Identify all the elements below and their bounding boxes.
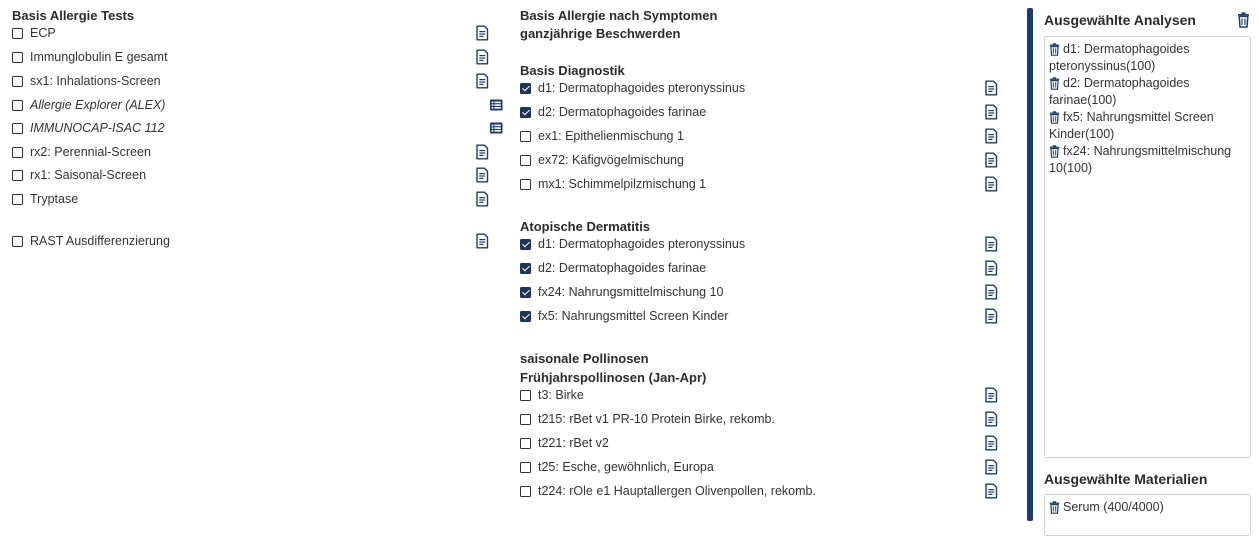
item-label[interactable]: rx1: Saisonal-Screen (30, 168, 147, 182)
checkbox[interactable] (520, 107, 531, 118)
analysis-label-continued: farinae(100) (1049, 93, 1117, 107)
document-icon[interactable] (984, 152, 998, 168)
item-label[interactable]: mx1: Schimmelpilzmischung 1 (538, 177, 707, 191)
selected-analysis-item (1049, 75, 1246, 109)
item-label[interactable]: t221: rBet v2 (538, 436, 609, 450)
list-item (520, 409, 775, 429)
document-icon[interactable] (984, 284, 998, 300)
checkbox[interactable] (520, 414, 531, 425)
checkbox[interactable] (520, 179, 531, 190)
document-icon[interactable] (984, 128, 998, 144)
list-item (520, 258, 706, 278)
middle-subtitle: ganzjährige Beschwerden (520, 26, 681, 41)
analysis-label: fx24: Nahrungsmittelmischung (1063, 144, 1232, 158)
checkbox[interactable] (12, 147, 23, 158)
item-label[interactable]: ECP (30, 26, 56, 40)
trash-icon[interactable] (1049, 75, 1060, 90)
item-label[interactable]: ex1: Epithelienmischung 1 (538, 129, 684, 143)
list-item (12, 95, 165, 115)
checkbox[interactable] (520, 390, 531, 401)
list-item (12, 71, 161, 91)
list-item (12, 142, 151, 162)
selected-analyses-title: Ausgewählte Analysen (1044, 12, 1196, 28)
selected-materials-title: Ausgewählte Materialien (1044, 471, 1208, 487)
document-icon[interactable] (475, 25, 489, 41)
item-label[interactable]: fx24: Nahrungsmittelmischung 10 (538, 285, 724, 299)
list-item (520, 282, 724, 302)
panel-divider (1027, 8, 1033, 521)
list-item (12, 118, 165, 138)
section-title: Atopische Dermatitis (520, 219, 651, 234)
list-item (520, 481, 816, 501)
selected-analyses-box (1044, 36, 1251, 458)
selected-analysis-item (1049, 143, 1246, 177)
list-item (12, 189, 78, 209)
item-label[interactable]: Immunglobulin E gesamt (30, 50, 168, 64)
checkbox[interactable] (12, 194, 23, 205)
checkbox[interactable] (12, 52, 23, 63)
item-label[interactable]: d1: Dermatophagoides pteronyssinus (538, 237, 746, 251)
list-item (12, 231, 170, 251)
list-item (520, 234, 745, 254)
selected-materials-box (1044, 494, 1251, 536)
checkbox[interactable] (12, 236, 23, 247)
document-icon[interactable] (475, 191, 489, 207)
checkbox[interactable] (520, 239, 531, 250)
list-item (520, 174, 706, 194)
trash-all-icon[interactable] (1237, 12, 1250, 28)
trash-icon[interactable] (1049, 499, 1060, 514)
item-label[interactable]: sx1: Inhalations-Screen (30, 74, 161, 88)
document-icon[interactable] (475, 233, 489, 249)
document-icon[interactable] (984, 80, 998, 96)
document-icon[interactable] (984, 435, 998, 451)
analysis-label-continued: Kinder(100) (1049, 127, 1115, 141)
selected-material-item (1049, 499, 1246, 516)
list-item (12, 47, 168, 67)
document-icon[interactable] (984, 459, 998, 475)
document-icon[interactable] (984, 411, 998, 427)
document-icon[interactable] (984, 308, 998, 324)
checkbox[interactable] (520, 438, 531, 449)
document-icon[interactable] (984, 387, 998, 403)
document-icon[interactable] (475, 49, 489, 65)
material-label: Serum (400/4000) (1063, 500, 1164, 514)
document-icon[interactable] (984, 104, 998, 120)
list-item (520, 433, 609, 453)
checkbox[interactable] (12, 170, 23, 181)
list-icon[interactable] (489, 97, 503, 113)
checkbox[interactable] (520, 131, 531, 142)
list-item (520, 306, 728, 326)
list-item (520, 126, 684, 146)
document-icon[interactable] (475, 73, 489, 89)
list-icon[interactable] (489, 120, 503, 136)
item-label[interactable]: t3: Birke (538, 388, 584, 402)
document-icon[interactable] (475, 167, 489, 183)
checkbox[interactable] (520, 486, 531, 497)
section-title: Basis Diagnostik (520, 63, 625, 78)
checkbox[interactable] (520, 462, 531, 473)
checkbox[interactable] (12, 76, 23, 87)
checkbox[interactable] (520, 155, 531, 166)
list-item (520, 150, 684, 170)
item-label[interactable]: d2: Dermatophagoides farinae (538, 105, 707, 119)
document-icon[interactable] (984, 236, 998, 252)
item-label[interactable]: Tryptase (30, 192, 79, 206)
trash-icon[interactable] (1049, 109, 1060, 124)
document-icon[interactable] (984, 176, 998, 192)
analysis-label: d2: Dermatophagoides (1063, 76, 1190, 90)
item-label[interactable]: t215: rBet v1 PR-10 Protein Birke, rekomb. (538, 412, 775, 426)
list-item (12, 165, 146, 185)
list-item (520, 78, 745, 98)
checkbox[interactable] (520, 311, 531, 322)
list-item (520, 102, 706, 122)
item-label[interactable]: ex72: Käfigvögelmischung (538, 153, 684, 167)
item-label[interactable]: RAST Ausdifferenzierung (30, 234, 170, 248)
document-icon[interactable] (475, 144, 489, 160)
checkbox[interactable] (520, 83, 531, 94)
middle-title: Basis Allergie nach Symptomen (520, 8, 718, 23)
item-label[interactable]: t224: rOle e1 Hauptallergen Olivenpollen, rekomb. (538, 484, 816, 498)
checkbox[interactable] (520, 263, 531, 274)
list-item (520, 457, 714, 477)
analysis-label: d1: Dermatophagoides (1063, 42, 1190, 56)
document-icon[interactable] (984, 260, 998, 276)
item-label[interactable]: fx5: Nahrungsmittel Screen Kinder (538, 309, 729, 323)
selected-analysis-item (1049, 109, 1246, 143)
document-icon[interactable] (984, 483, 998, 499)
selected-analysis-item (1049, 41, 1246, 75)
analysis-label: fx5: Nahrungsmittel Screen (1063, 110, 1214, 124)
item-label[interactable]: rx2: Perennial-Screen (30, 145, 151, 159)
section-title: saisonale Pollinosen (520, 351, 649, 366)
checkbox[interactable] (520, 287, 531, 298)
list-item (12, 23, 56, 43)
left-section-title: Basis Allergie Tests (12, 8, 135, 23)
item-label[interactable]: t25: Esche, gewöhnlich, Europa (538, 460, 714, 474)
item-label[interactable]: Allergie Explorer (ALEX) (30, 98, 166, 112)
analysis-label-continued: pteronyssinus(100) (1049, 59, 1156, 73)
trash-icon[interactable] (1049, 41, 1060, 56)
checkbox[interactable] (12, 123, 23, 134)
item-label[interactable]: d1: Dermatophagoides pteronyssinus (538, 81, 746, 95)
item-label[interactable]: d2: Dermatophagoides farinae (538, 261, 707, 275)
section-subtitle: Frühjahrspollinosen (Jan-Apr) (520, 370, 707, 385)
trash-icon[interactable] (1049, 143, 1060, 158)
list-item (520, 385, 584, 405)
analysis-label-continued: 10(100) (1049, 161, 1093, 175)
checkbox[interactable] (12, 28, 23, 39)
item-label[interactable]: IMMUNOCAP-ISAC 112 (30, 121, 165, 135)
checkbox[interactable] (12, 100, 23, 111)
